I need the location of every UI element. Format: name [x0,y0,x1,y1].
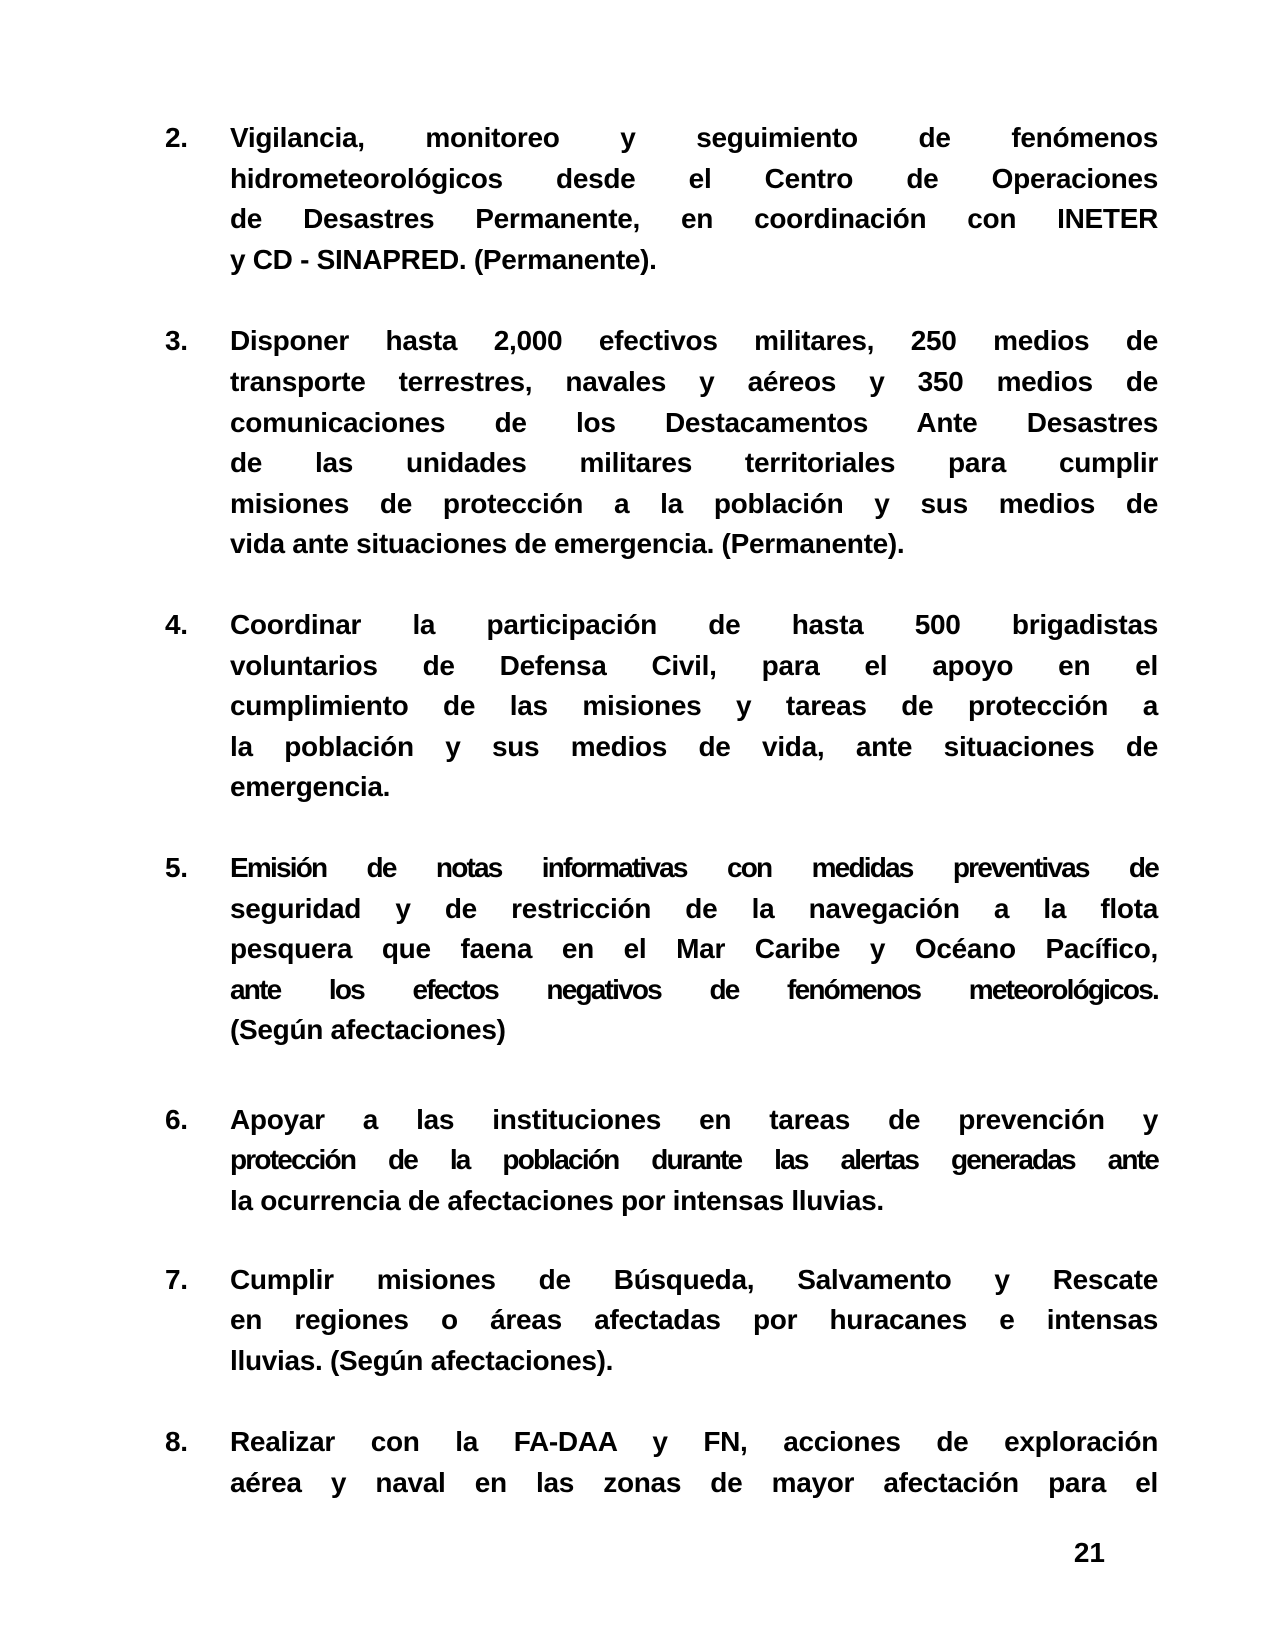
list-item [165,605,1158,808]
text-line: hidrometeorológicos desde el Centro de Operaciones [230,162,1158,194]
text-line: Coordinar la participación de hasta 500 brigadistas [230,608,1158,640]
text-line: de Desastres Permanente, en coordinación con INETER [230,203,1158,235]
list-item-text [230,118,1158,280]
text-line: Cumplir misiones de Búsqueda, Salvamento y Rescate [230,1263,1158,1295]
text-line: comunicaciones de los Destacamentos Ante Desastres [230,406,1158,438]
list-item-number: 7. [165,1263,188,1295]
list-item-number: 2. [165,122,188,153]
list-item-text [230,848,1158,1051]
list-item-text [230,321,1158,565]
text-line: Apoyar a las instituciones en tareas de prevención y [230,1103,1158,1135]
list-item [165,321,1158,565]
text-line: emergencia. [230,771,391,803]
text-line: ante los efectos negativos de fenómenos meteorológicos. [230,973,1158,1005]
text-line: misiones de protección a la población y sus medios de [230,487,1158,519]
text-line: Vigilancia, monitoreo y seguimiento de fenómenos [230,122,1158,153]
list-item [165,1100,1158,1222]
list-item-number: 6. [165,1103,188,1135]
text-line: vida ante situaciones de emergencia. (Permanente). [230,528,905,560]
text-line: voluntarios de Defensa Civil, para el apoyo en el [230,649,1158,681]
list-item-text [230,605,1158,808]
text-line: la población y sus medios de vida, ante situaciones de [230,730,1158,762]
list-item-text [230,1100,1158,1222]
text-line: y CD - SINAPRED. (Permanente). [230,243,657,275]
text-line: de las unidades militares territoriales para cumplir [230,447,1158,479]
text-line: Disponer hasta 2,000 efectivos militares, 250 medios de [230,325,1158,357]
text-line: en regiones o áreas afectadas por huracanes e intensas [230,1304,1158,1336]
text-line: aérea y naval en las zonas de mayor afectación para el [230,1467,1158,1499]
text-line: Emisión de notas informativas con medidas preventivas de [230,851,1158,883]
list-item-number: 3. [165,325,188,357]
list-item-number: 8. [165,1426,188,1458]
list-item [165,1422,1158,1503]
list-item-number: 4. [165,608,188,640]
text-line: (Según afectaciones) [230,1014,506,1046]
list-item [165,848,1158,1051]
text-line: cumplimiento de las misiones y tareas de protección a [230,690,1158,722]
text-line: lluvias. (Según afectaciones). [230,1344,614,1376]
page-number: 21 [1073,1537,1105,1568]
list-item [165,118,1158,280]
text-line: protección de la población durante las alertas generadas ante [230,1144,1158,1176]
text-line: transporte terrestres, navales y aéreos y 350 medios de [230,365,1158,397]
list-item [165,1260,1158,1382]
numbered-list [165,118,1158,1504]
list-item-text [230,1260,1158,1382]
list-item-number: 5. [165,851,188,883]
text-line: seguridad y de restricción de la navegación a la flota [230,892,1158,924]
text-line: la ocurrencia de afectaciones por intensas lluvias. [230,1185,884,1217]
list-item-text [230,1422,1158,1503]
text-line: pesquera que faena en el Mar Caribe y Océano Pacífico, [230,933,1158,965]
text-line: Realizar con la FA-DAA y FN, acciones de exploración [230,1426,1158,1458]
